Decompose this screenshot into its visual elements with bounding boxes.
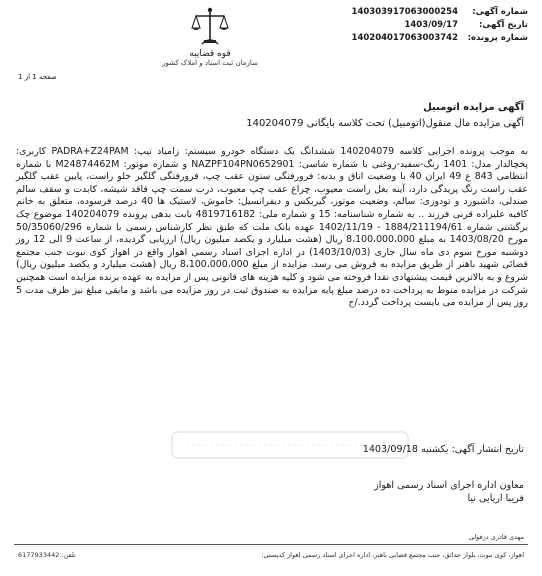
- signatory-name: فریبا اریایی نیا: [467, 493, 524, 504]
- case-number-label: شماره پرونده:: [467, 33, 528, 43]
- ad-date: 1403/09/17: [404, 20, 458, 30]
- page-indicator: صفحه 1 از 1: [18, 73, 57, 81]
- org-subtitle: سازمان ثبت اسناد و املاک کشور: [162, 59, 258, 67]
- case-number: 140204017063003742: [351, 33, 458, 43]
- case-number-row: [278, 32, 528, 45]
- footer-address: اهواز، کوی نبوت، بلوار حدائق، جنب مجتمع قضایی باهنر، اداره اجرای اسناد رسمی اهواز کدپستی:: [261, 551, 524, 559]
- footer-phone-number: 6177933442: [18, 551, 60, 559]
- ad-number-label: شماره آگهی:: [472, 7, 528, 17]
- ad-number-row: [278, 6, 528, 19]
- notice-title: آگهی مزایده اتومبیل: [423, 102, 524, 113]
- footer-phone-label: تلفن:: [61, 551, 76, 559]
- ad-date-row: [278, 19, 528, 32]
- scales-of-justice-icon: [190, 6, 230, 48]
- notice-subtitle: آگهی مزایده مال منقول(اتومبیل) تحت کلاسه بایگانی 140204079: [246, 118, 524, 129]
- publish-date: تاریخ انتشار آگهی: یکشنبه 1403/09/18: [362, 444, 524, 455]
- footer-phone: [18, 551, 76, 559]
- judiciary-emblem: [150, 6, 270, 80]
- signatory-title: معاون اداره اجرای اسناد رسمی اهواز: [374, 480, 524, 491]
- footer-signer: مهدی قادری دزفولی: [468, 533, 524, 541]
- ad-date-label: تاریخ آگهی:: [478, 20, 528, 30]
- ad-number: 140303917063000254: [351, 7, 458, 17]
- header-meta: [278, 6, 528, 45]
- footer: [14, 533, 528, 559]
- notice-body: به موجب پرونده اجرایی کلاسه 140204079 ششدانگ یک دستگاه خودرو سیستم: زامیاد تیپ: PADRA+Z24PAM کاربری: پخچالدار مدل: 1401 رنگ-سفید-روغنی با شماره شاسی: NAZPF104PN0652901 و شماره موتور: M24874462M با شماره انتظامی 843 ع 49 ایران 40 با وضعیت اتاق و بدنه: فرورفتگی ستون عقب چپ، فرورفتگی گلگیر جلو راست، پایین عقب گلگیر عقب راست رنگ پریدگی دارد، آینه بغل راست معیوب، چراغ عقب چپ معیوب، درب سمت چپ فاقد شیشه، کابدت و سقف سالم صندلی، داشبورد و تودوزی: سالم، وضعیت موتور، گیربکس و دیفرانسیل: خاموش، لاستیک ها 40 درصد فرسوده، متعلق به خانم کافیه علیزاده قرنی فرزند .. به شماره شناسنامه: 15 و شماره ملی: 4819716182 بابت بدهی پرونده 140204079 موضوع چک برگشتی شماره 1884/211194/61 - 1402/11/19 عهده بانک ملت که طبق نظر کارشناس رسمی با شماره 50/35060/296 مورخ 1403/08/20 به مبلغ 8،100،000،000 ریال (هشت میلیارد و یکصد میلیون ریال) ارزیابی گردیده، از ساعت 9 الی 12 روز دوشنبه مورخ سوم دی ماه سال جاری (1403/10/03) در اداره اجرای اسناد رسمی اهواز واقع در اهواز کوی نبوت جنب مجتمع قضائی شهید باهنر از طریق مزایده به فروش می رسد. مزایده از مبلغ 8،100،000،000 ریال (هشت میلیارد و یکصد میلیون ریال) شروع و به بالاترین قیمت پیشنهادی نقدا فروخته می شود و کلیه هزینه های قانونی پس از مزایده به عهده برنده مزایده است همچنین شرکت در مزایده منوط به پرداخت ده درصد مبلغ پایه مزایده به صندوق ثبت در روز مزایده می باشد و مابقی مبلغ نیز ظرف مدت 5 روز پس از مزایده می بایست پرداخت گردد./ح: [16, 146, 529, 309]
- org-name: قوه قضاییه: [189, 49, 231, 59]
